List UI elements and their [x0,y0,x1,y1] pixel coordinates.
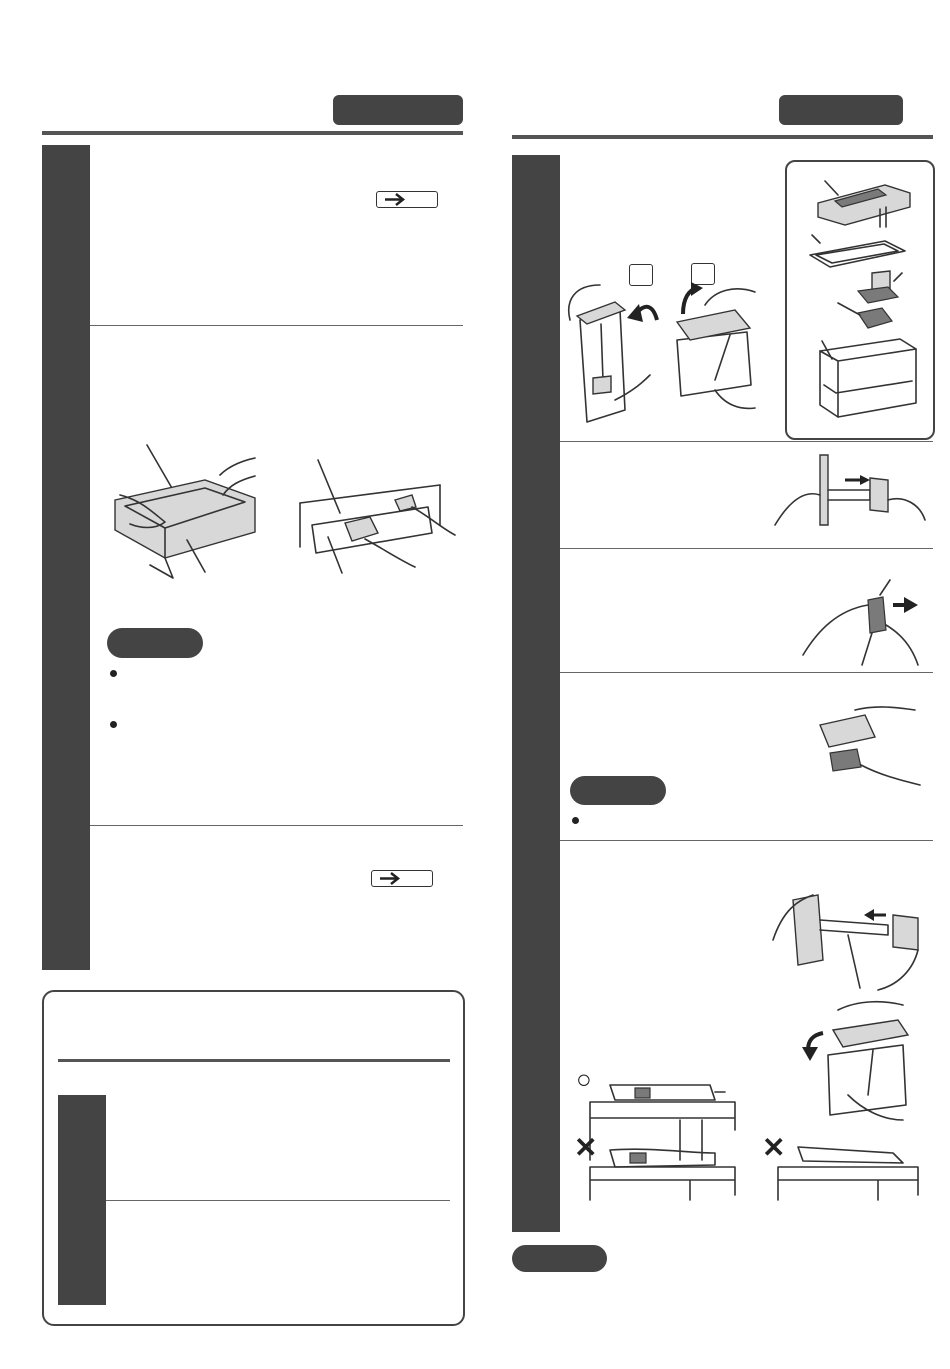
step-divider [560,548,933,549]
inset-step-column [58,1095,106,1305]
section-tab-left [333,95,463,125]
section-rule-left [42,131,463,135]
note-bullet [110,721,117,728]
incorrect-mark: ✕ [574,1132,598,1163]
footer-note-pill [512,1245,607,1272]
illustration-lid-incorrect-2 [778,1145,923,1205]
section-rule-right [512,135,933,139]
step-divider [90,325,463,326]
illustration-wash-filter [815,705,925,790]
reference-arrow-box [376,191,438,208]
illustration-remove-pump [770,450,930,540]
illustration-remove-filter [798,575,928,670]
illustration-insert-pump [768,890,933,990]
note-label-pill [570,776,666,805]
section-tab-right [779,95,903,125]
illustration-close-lid [788,995,918,1125]
step-divider [560,441,933,442]
note-bullet [110,670,117,677]
illustration-cleaning-tank [105,440,265,580]
step-divider [90,825,463,826]
arrow-right-icon [383,192,413,207]
step-divider [560,672,933,673]
note-label-pill [107,628,203,658]
correct-mark: ○ [576,1064,592,1094]
illustration-lid-incorrect-1 [590,1145,740,1205]
arrow-right-icon [378,871,408,886]
note-bullet [572,817,579,824]
reference-arrow-box [371,870,433,887]
inset-step-divider [106,1200,450,1201]
illustration-parts-exploded [790,163,930,433]
illustration-lid-opening [565,280,765,435]
step-column-right [512,155,560,1232]
incorrect-mark: ✕ [762,1132,786,1163]
step-divider [560,840,933,841]
step-column-left [42,145,90,970]
illustration-cleaning-shelf [290,455,460,575]
inset-box-rule [58,1059,450,1062]
